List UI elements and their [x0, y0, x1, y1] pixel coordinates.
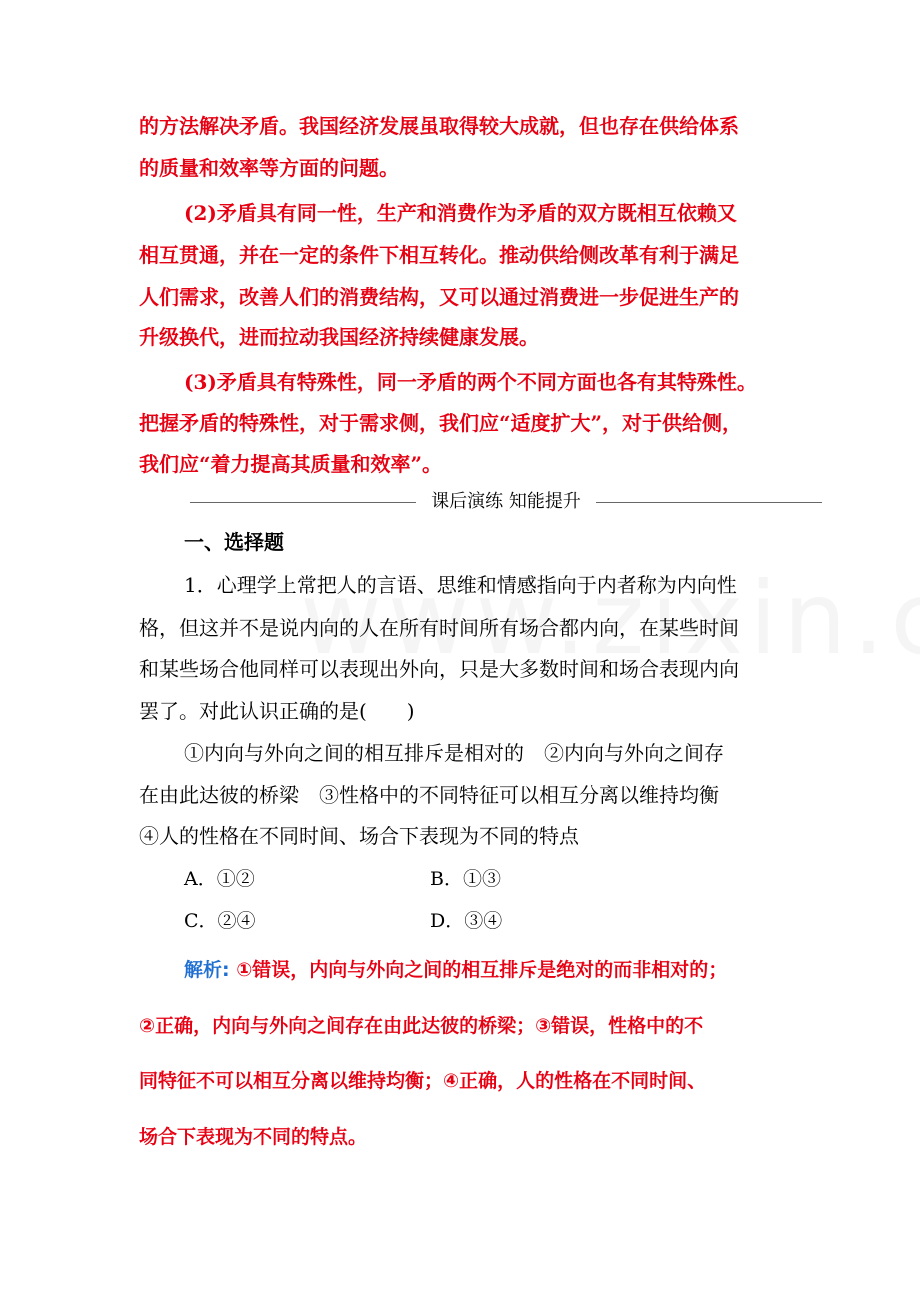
statement-line-2: 在由此达彼的桥梁 ③性格中的不同特征可以相互分离以维持均衡 [139, 783, 719, 807]
answer-line-7: (3)矛盾具有特殊性，同一矛盾的两个不同方面也各有其特殊性。 [184, 370, 757, 394]
option-a: A．①② [184, 868, 255, 890]
section-heading: 一、选择题 [184, 530, 284, 554]
section-divider [190, 490, 822, 514]
answer-line-1: 的方法解决矛盾。我国经济发展虽取得较大成就，但也存在供给体系 [139, 114, 739, 138]
analysis-label: 解析: [184, 959, 230, 981]
question-line-4: 罢了。对此认识正确的是( ) [139, 699, 415, 723]
analysis-line-4: 场合下表现为不同的特点。 [139, 1126, 368, 1148]
answer-line-2: 的质量和效率等方面的问题。 [139, 156, 399, 180]
question-line-1: 1．心理学上常把人的言语、思维和情感指向于内者称为内向性 [184, 573, 737, 597]
option-c: C．②④ [184, 910, 256, 932]
answer-line-6: 升级换代，进而拉动我国经济持续健康发展。 [139, 325, 539, 349]
question-line-3: 和某些场合他同样可以表现出外向，只是大多数时间和场合表现内向 [139, 657, 739, 681]
option-d: D．③④ [430, 910, 503, 932]
analysis-line-3: 同特征不可以相互分离以维持均衡；④正确，人的性格在不同时间、 [139, 1070, 707, 1092]
section-divider-title: 课后演练 知能提升 [431, 491, 581, 512]
analysis-text-1: ①错误，内向与外向之间的相互排斥是绝对的而非相对的； [229, 959, 728, 981]
answer-line-8: 把握矛盾的特殊性，对于需求侧，我们应“适度扩大”，对于供给侧， [139, 411, 743, 435]
question-line-2: 格，但这并不是说内向的人在所有时间所有场合都内向，在某些时间 [139, 616, 739, 640]
answer-line-9: 我们应“着力提高其质量和效率”。 [139, 452, 443, 476]
answer-line-4: 相互贯通，并在一定的条件下相互转化。推动供给侧改革有利于满足 [139, 243, 739, 267]
answer-line-3: (2)矛盾具有同一性，生产和消费作为矛盾的双方既相互依赖又 [184, 201, 737, 225]
statement-line-3: ④人的性格在不同时间、场合下表现为不同的特点 [139, 824, 579, 848]
divider-rule-left [190, 502, 416, 503]
divider-rule-right [596, 502, 822, 503]
statement-line-1: ①内向与外向之间的相互排斥是相对的 ②内向与外向之间存 [184, 741, 724, 765]
analysis-line-2: ②正确，内向与外向之间存在由此达彼的桥梁；③错误，性格中的不 [139, 1015, 704, 1037]
analysis-line-1 [184, 958, 727, 982]
answer-line-5: 人们需求，改善人们的消费结构，又可以通过消费进一步促进生产的 [139, 285, 739, 309]
option-b: B．①③ [430, 868, 501, 890]
